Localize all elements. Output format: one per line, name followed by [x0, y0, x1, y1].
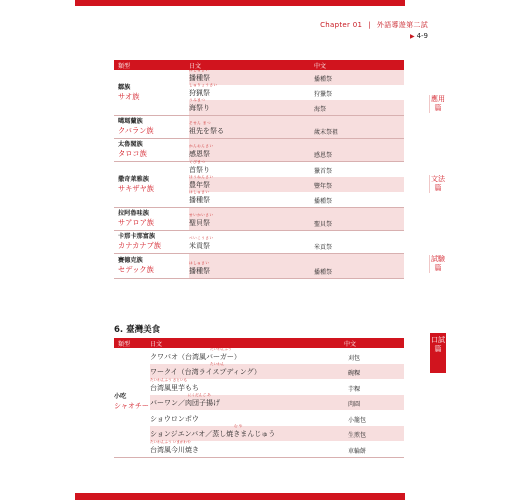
table-row: ショウロンポウ 小籠包: [150, 414, 367, 424]
book-title: 外語導遊第二試: [376, 21, 428, 29]
header-type: 類型: [118, 62, 131, 70]
section-title: 6. 臺灣美食: [114, 325, 161, 335]
group-zh: 鄒族: [118, 83, 131, 91]
table-row: む や ションジエンバオ／蒸し焼きまんじゅう 生煎包: [150, 426, 404, 442]
header-chinese: 中文: [314, 62, 327, 70]
tab-grammar[interactable]: 文法篇: [431, 175, 445, 192]
table-row: ほうねんさい 豊年祭 豐年祭: [189, 177, 404, 192]
table-row: かんおんさい 感恩祭 感恩祭: [189, 139, 404, 161]
tab-exam[interactable]: 試驗篇: [431, 255, 445, 272]
chapter-label: Chapter 01: [320, 21, 363, 29]
table-row: はしゅさい 播種祭 播種祭: [189, 70, 404, 85]
table-group: 噶瑪蘭族 クバラン族 そせん まつ 祖先を祭る 歲末祭祖: [114, 116, 404, 139]
food-table: [114, 338, 404, 458]
table-row: そせん まつ 祖先を祭る 歲末祭祖: [189, 116, 404, 138]
table-row: たいわんふう さといも 台湾風里芋もち 芋粿: [150, 377, 361, 393]
triangle-icon: ▶: [409, 33, 415, 40]
table-row: たいわんふう いまがわや 台湾風今川焼き 車輪餅: [150, 439, 367, 455]
bottom-accent-bar: [75, 493, 405, 500]
table-row: はしゅさい 播種祭 播種祭: [189, 254, 404, 278]
tab-oral-exam[interactable]: 口試篇: [430, 333, 446, 373]
table-row: たいわん ワークイ（台湾ライスプディング） 碗粿: [150, 364, 404, 380]
table-group: 拉阿魯哇族 サアロア族 せいかいさい 聖貝祭 聖貝祭: [114, 208, 404, 231]
group-ja: サオ族: [118, 91, 140, 101]
table-row: くびまつ 首祭り 獵首祭: [189, 160, 333, 175]
table-row: はしゅさい 播種祭 播種祭: [189, 190, 333, 205]
table-row: にくだんご あ バーワン／肉団子揚げ 肉圓: [150, 395, 404, 411]
festival-table: [114, 60, 404, 279]
table-row: しゅりょうさい 狩猟祭 狩獵祭: [189, 83, 333, 98]
table-header: [114, 60, 404, 70]
group-ja: シャオチー: [114, 402, 149, 411]
table-group: 卡那卡那富族 カナカナブ族 べいこうさい 米貢祭 米貢祭: [114, 231, 404, 254]
page-number: ▶ 4-9: [409, 32, 428, 40]
table-group: [114, 70, 404, 116]
table-row: せいかいさい 聖貝祭 聖貝祭: [189, 208, 404, 230]
table-group: 太魯閣族 タロコ族 かんおんさい 感恩祭 感恩祭: [114, 139, 404, 162]
running-header: Chapter 01 | 外語導遊第二試: [320, 21, 428, 29]
table-group: 撒奇萊雅族 サキザヤ族 くびまつ 首祭り 獵首祭 ほうねんさい 豊年祭 豐年祭 はしゅさい 播種祭 播種祭: [114, 162, 404, 208]
header-japanese: 日文: [189, 62, 202, 70]
table-group: 賽德克族 セデック族 はしゅさい 播種祭 播種祭: [114, 254, 404, 279]
table-row: たいわんふう クワパオ（台湾風バーガー） 刈包: [150, 346, 361, 362]
tab-application[interactable]: 應用篇: [431, 95, 445, 112]
table-row: うみまつ 海祭り 海祭: [189, 100, 404, 115]
group-zh: 小吃: [114, 393, 127, 401]
table-header: 類型 日文 中文: [114, 338, 404, 348]
top-accent-bar: [75, 0, 405, 6]
table-row: べいこうさい 米貢祭 米貢祭: [189, 236, 333, 251]
